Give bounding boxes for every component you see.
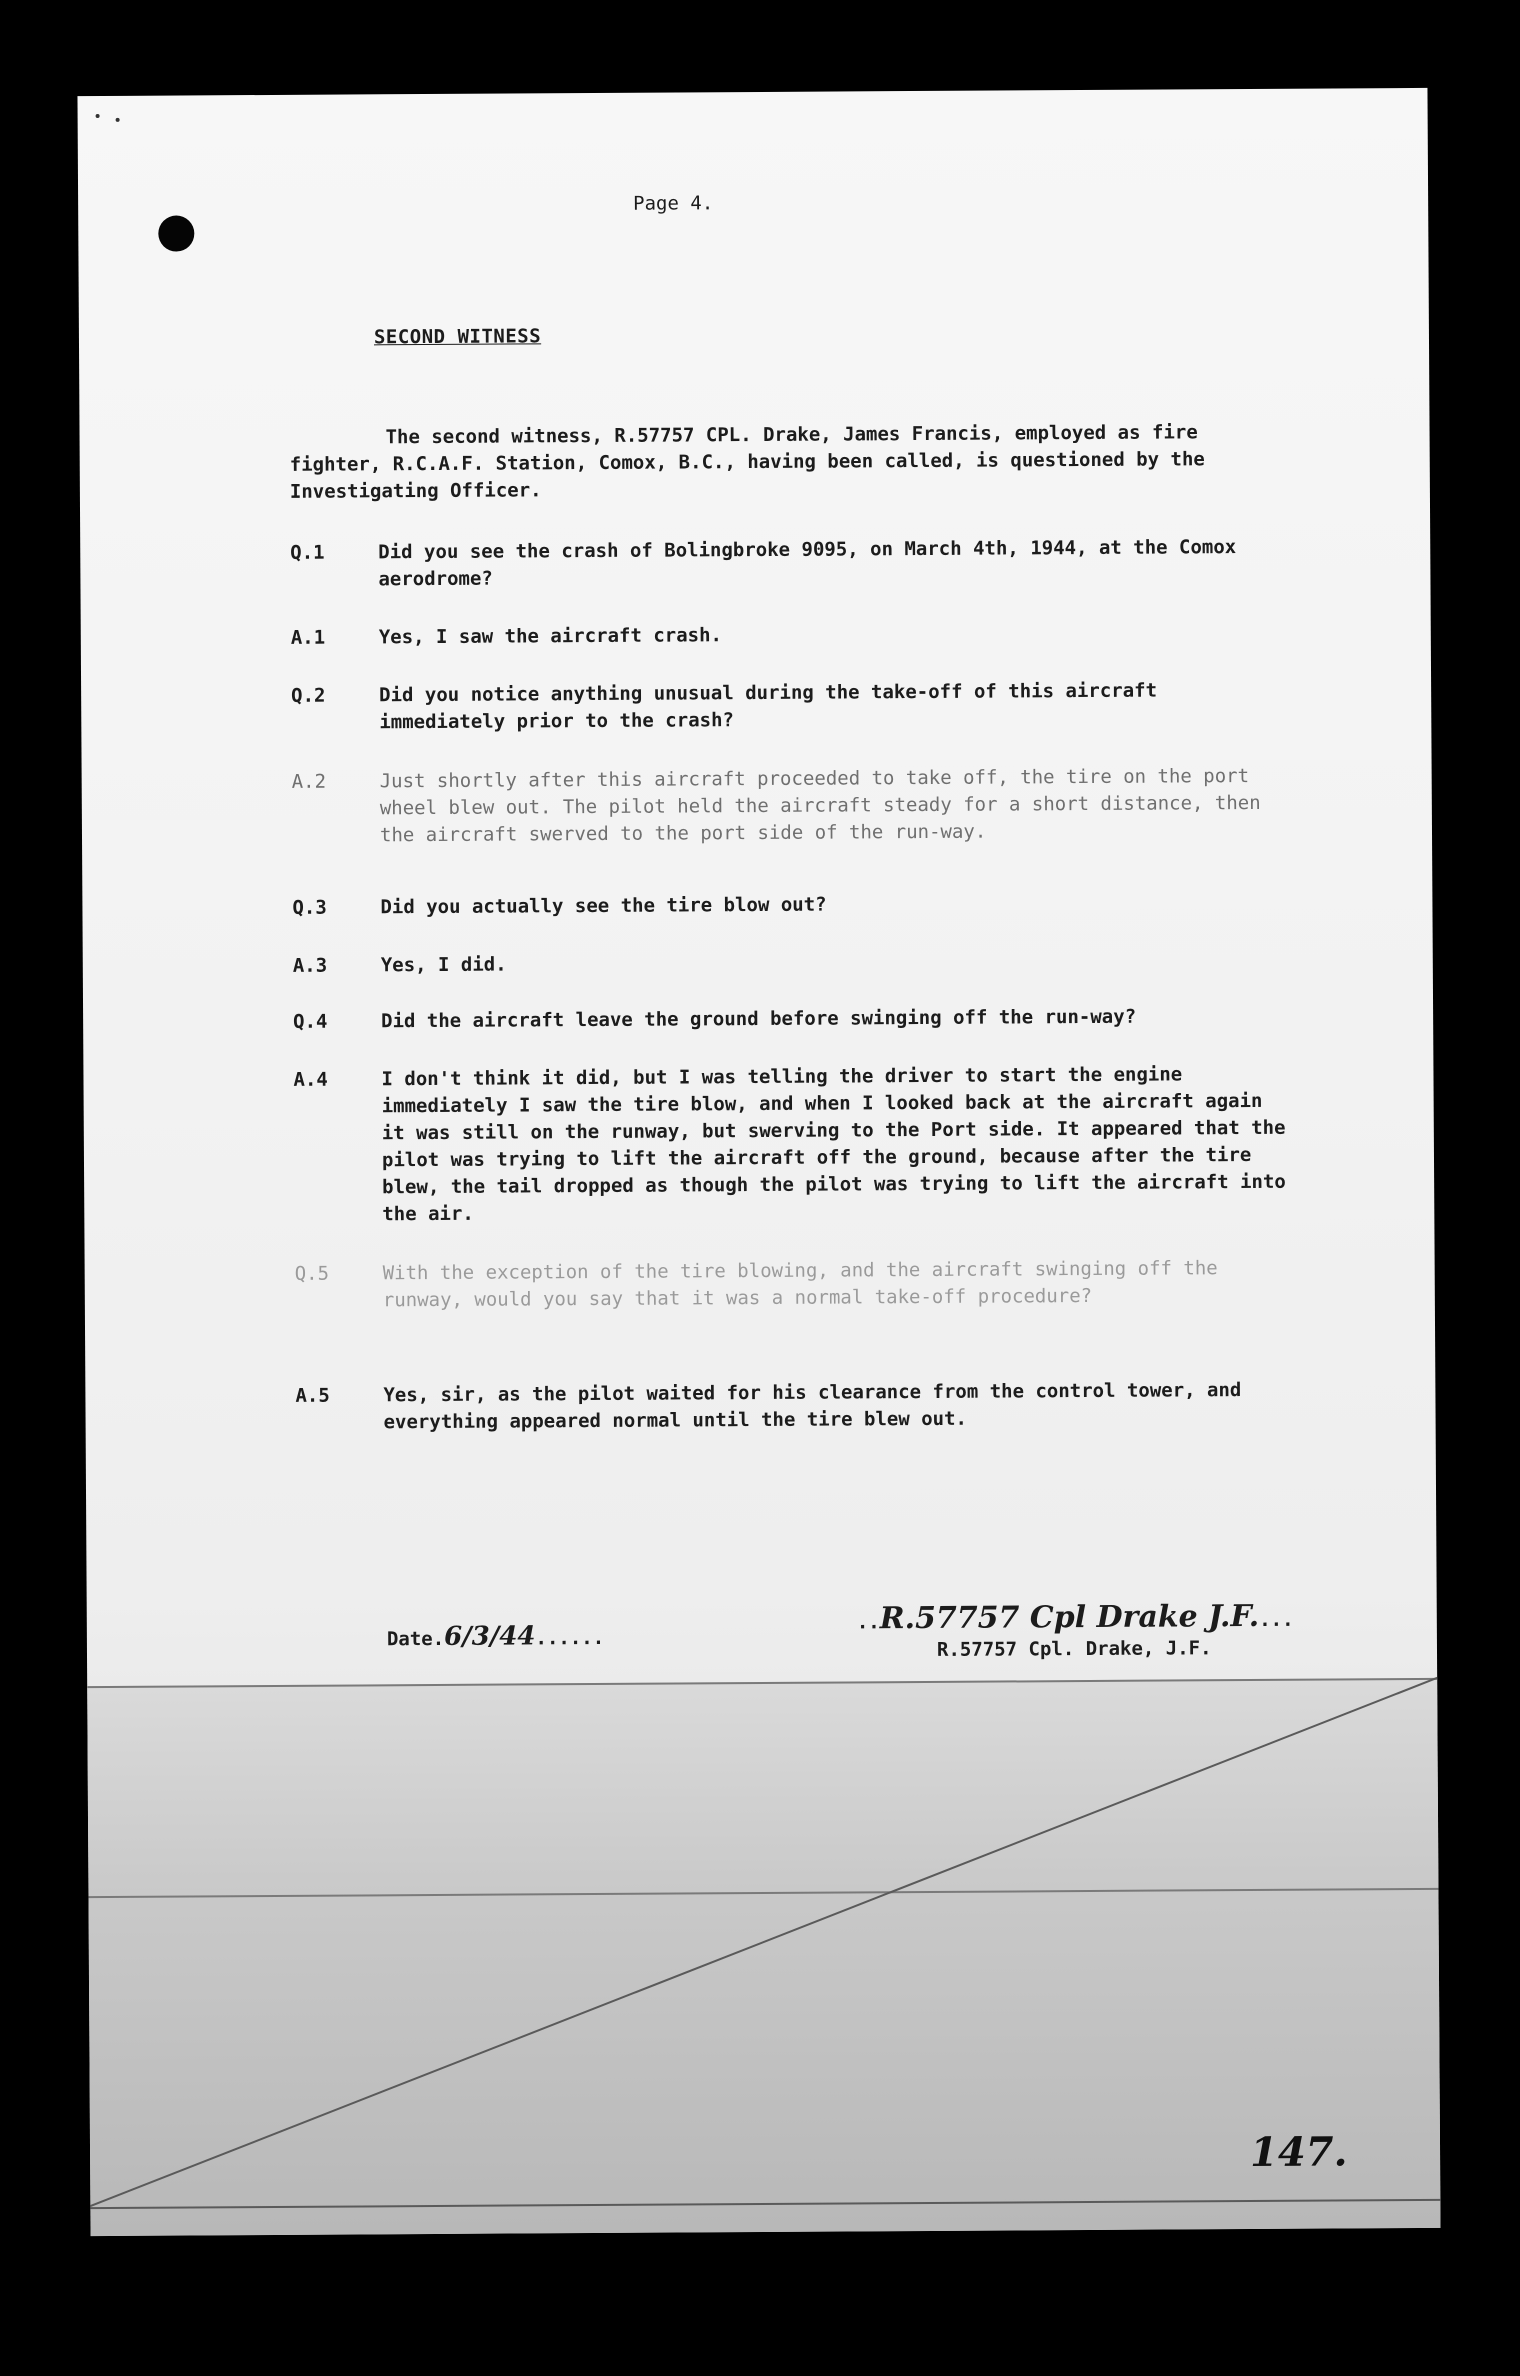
document-page [77,88,1440,2236]
qa-label: A.5 [295,1384,330,1407]
qa-label: Q.4 [293,1010,328,1033]
date-label: Date. [386,1627,445,1651]
qa-text: Just shortly after this aircraft proceeded to take off, the tire on the port wheel blew out. The pilot held the aircraft steady for a short distance, then the aircraft swerved to the port side of the run-way. [379,764,1261,847]
signature-line [857,1599,1294,1637]
qa-label: Q.5 [294,1262,330,1285]
date-handwritten: 6/3/44 [444,1621,536,1652]
typed-signatory-name: R.57757 Cpl. Drake, J.F. [936,1637,1212,1661]
speck-mark [96,114,100,118]
handwritten-signature: R.57757 Cpl Drake J.F. [879,1598,1260,1637]
qa-text: With the exception of the tire blowing, and the aircraft swinging off the runway, would you say that it was a normal take-off procedure? [382,1257,1218,1312]
qa-text: Yes, I saw the aircraft crash. [378,624,723,649]
qa-label: A.1 [290,626,326,649]
signature-trail-dots: ... [1259,1608,1294,1631]
section-heading: SECOND WITNESS [373,325,542,349]
qa-label: Q.1 [290,541,325,564]
qa-item [293,1061,1294,1229]
qa-text: Yes, sir, as the pilot waited for his clearance from the control tower, and everything appeared normal until the tire blew out. [383,1379,1242,1434]
qa-text: Did you actually see the tire blow out? [380,893,827,919]
folio-number: 147. [1249,2128,1348,2177]
qa-label: Q.3 [292,896,327,919]
qa-label: A.4 [293,1068,328,1091]
qa-label: Q.2 [291,684,326,707]
qa-item [295,1377,1295,1437]
qa-item [295,1255,1295,1315]
intro-paragraph: The second witness, R.57757 CPL. Drake, James Francis, employed as fire fighter, R.C.A.F. Station, Comox, B.C., having been called, is questioned by the Investigating Officer. [289,421,1205,503]
qa-item [292,763,1292,850]
qa-text: Did you see the crash of Bolingbroke 9095, on March 4th, 1944, at the Comox aerodrome? [378,536,1237,591]
page-number: Page 4. [633,192,714,215]
qa-text: I don't think it did, but I was telling the driver to start the engine immediately I saw the tire blow, and when I looked back at the aircraft again it was still on the runway, but swerving to the Port side. It appeared that the pilot was trying to lift the aircraft off the ground, because after the tire blew, the tail dropped as though the pilot was trying to lift the aircraft into the air. [381,1063,1286,1226]
qa-item [291,677,1291,737]
qa-label: A.2 [291,770,327,793]
speck-mark [116,118,120,122]
punch-hole [158,215,194,251]
qa-text: Yes, I did. [380,953,507,977]
qa-text: Did the aircraft leave the ground before swinging off the run-way? [381,1005,1137,1033]
date-dots: ...... [535,1626,605,1650]
qa-item [290,534,1290,594]
signature-lead-dots: .. [856,1611,880,1634]
date-line [387,1621,604,1652]
qa-text: Did you notice anything unusual during the take-off of this aircraft immediately prior to the crash? [379,679,1158,734]
qa-label: A.3 [292,954,328,977]
